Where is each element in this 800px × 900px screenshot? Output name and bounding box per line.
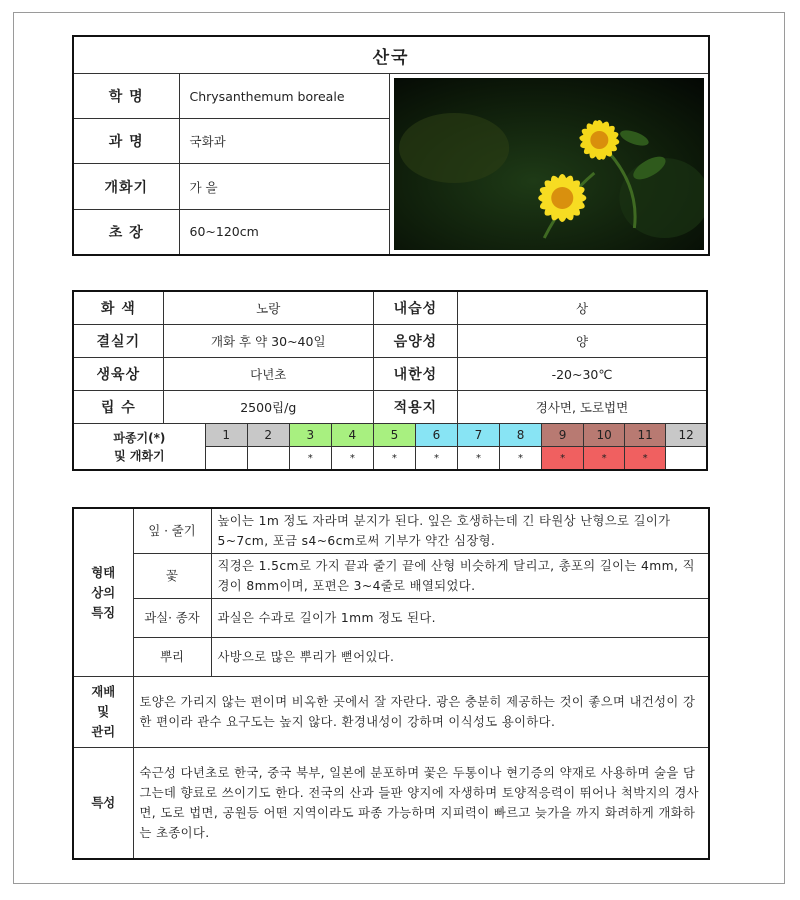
fruit-seed-label: 과실· 종자 (133, 599, 211, 638)
month-cell: 6 (415, 424, 457, 447)
calendar-mark-cell: * (373, 447, 415, 471)
month-cell: 2 (247, 424, 289, 447)
light-value: 양 (457, 325, 707, 358)
height-value: 60~120cm (179, 209, 389, 255)
site-label: 적용지 (373, 391, 457, 424)
flower-color-value: 노랑 (163, 291, 373, 325)
flowering-label: 개화기 (73, 164, 179, 209)
flower-photo (394, 78, 705, 250)
month-cell: 5 (373, 424, 415, 447)
light-label: 음양성 (373, 325, 457, 358)
site-value: 경사면, 도로법면 (457, 391, 707, 424)
calendar-mark-cell: * (500, 447, 542, 471)
calendar-mark-cell: * (542, 447, 584, 471)
month-cell: 9 (542, 424, 584, 447)
features-section-label: 특성 (73, 748, 133, 860)
calendar-label (73, 424, 205, 471)
photo-cell (389, 74, 709, 256)
calendar-label-line2: 및 개화기 (114, 448, 165, 463)
features-text: 숙근성 다년초로 한국, 중국 북부, 일본에 분포하며 꽃은 두통이나 현기증의 약재로 사용하며 술을 담그는데 향료로 쓰이기도 한다. 전국의 산과 들판 양지에 자생하며 토양적응력이 뛰어나 척박지의 경사면, 도로 법면, 공원등 어떤 지역이라도 파종 가능하며 지피력이 빠르고 늦가을 까지 화려하게 개화하는 초종이다. (133, 748, 709, 860)
flower-color-label: 화 색 (73, 291, 163, 325)
cultivation-section-label (73, 677, 133, 748)
calendar-mark-cell (247, 447, 289, 471)
month-cell: 4 (331, 424, 373, 447)
month-cell: 10 (584, 424, 625, 447)
height-label: 초 장 (73, 209, 179, 255)
flowering-value: 가 을 (179, 164, 389, 209)
cult-line3: 관리 (91, 725, 116, 739)
family-value: 국화과 (179, 119, 389, 164)
seeds-value: 2500립/g (163, 391, 373, 424)
month-cell: 3 (289, 424, 331, 447)
leaf-stem-text: 높이는 1m 정도 자라며 분지가 된다. 잎은 호생하는데 긴 타원상 난형으로 길이가 5~7cm, 포금 s4~6cm로써 기부가 약간 심장형. (211, 508, 709, 554)
cold-value: -20~30℃ (457, 358, 707, 391)
morph-line2: 상의 (91, 585, 116, 600)
calendar-mark-cell: * (331, 447, 373, 471)
flower-text: 직경은 1.5cm로 가지 끝과 줄기 끝에 산형 비슷하게 달리고, 총포의 길이는 4mm, 직경이 8mm이며, 포편은 3~4줄로 배열되었다. (211, 554, 709, 599)
properties-table (72, 290, 708, 471)
cult-line1: 재배 (91, 685, 116, 699)
fruit-seed-text: 과실은 수과로 길이가 1mm 정도 된다. (211, 599, 709, 638)
month-cell: 8 (500, 424, 542, 447)
month-cell: 1 (205, 424, 247, 447)
basic-info-table (72, 35, 710, 256)
calendar-label-line1: 파종기(*) (113, 430, 166, 445)
leaf-stem-label: 잎 · 줄기 (133, 508, 211, 554)
fruiting-label: 결실기 (73, 325, 163, 358)
moisture-label: 내습성 (373, 291, 457, 325)
root-label: 뿌리 (133, 638, 211, 677)
calendar-mark-cell: * (415, 447, 457, 471)
flower-label: 꽃 (133, 554, 211, 599)
fruiting-value: 개화 후 약 30~40일 (163, 325, 373, 358)
plant-title: 산국 (73, 36, 709, 74)
calendar-mark-cell (666, 447, 707, 471)
moisture-value: 상 (457, 291, 707, 325)
morph-line1: 형태 (91, 565, 116, 580)
calendar-mark-cell: * (584, 447, 625, 471)
growth-label: 생육상 (73, 358, 163, 391)
morph-section-label (73, 508, 133, 677)
calendar-mark-cell: * (289, 447, 331, 471)
month-cell: 12 (666, 424, 707, 447)
calendar-mark-cell: * (457, 447, 499, 471)
scientific-name-label: 학 명 (73, 74, 179, 119)
scientific-name-value: Chrysanthemum boreale (179, 74, 389, 119)
morph-line3: 특징 (91, 605, 116, 620)
calendar-mark-cell (205, 447, 247, 471)
root-text: 사방으로 많은 뿌리가 뻗어있다. (211, 638, 709, 677)
description-table (72, 507, 710, 860)
calendar-mark-cell: * (625, 447, 666, 471)
cultivation-text: 토양은 가리지 않는 편이며 비옥한 곳에서 잘 자란다. 광은 충분히 제공하는 것이 좋으며 내건성이 강한 편이라 관수 요구도는 높지 않다. 환경내성이 강하며 이식성도 용이하다. (133, 677, 709, 748)
family-label: 과 명 (73, 119, 179, 164)
month-cell: 7 (457, 424, 499, 447)
cold-label: 내한성 (373, 358, 457, 391)
growth-value: 다년초 (163, 358, 373, 391)
cult-line2: 및 (97, 705, 110, 719)
month-cell: 11 (625, 424, 666, 447)
seeds-label: 립 수 (73, 391, 163, 424)
